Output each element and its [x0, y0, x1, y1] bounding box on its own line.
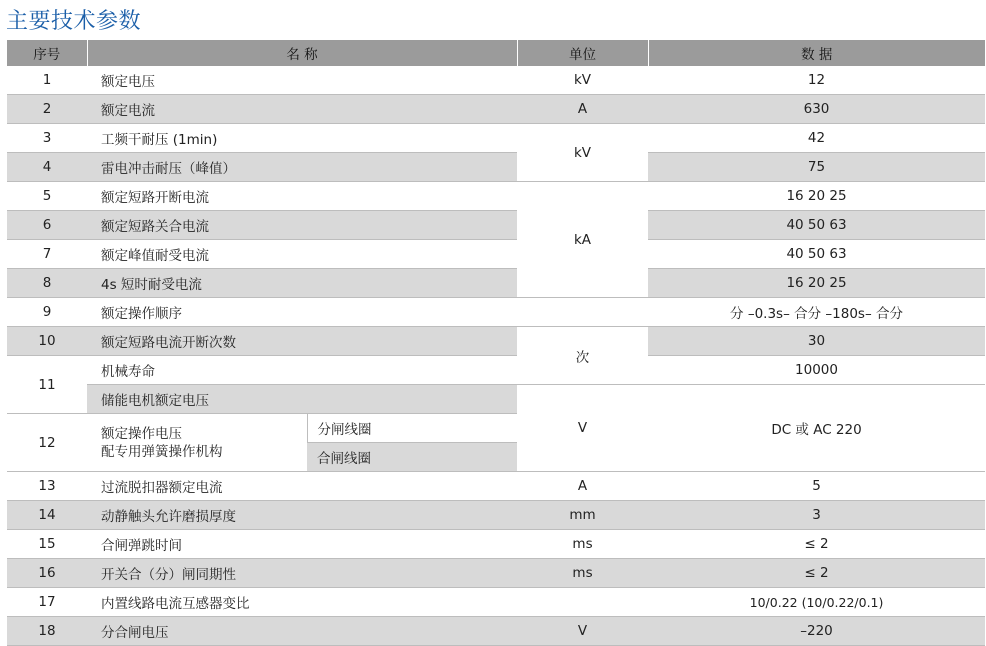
row-value: 10/0.22 (10/0.22/0.1): [648, 588, 985, 617]
row-seq: 10: [7, 327, 87, 356]
row-name: [87, 414, 307, 472]
row-unit: kV: [517, 124, 648, 182]
row-seq: 12: [7, 414, 87, 472]
table-row: [7, 501, 985, 530]
row-unit: kA: [517, 182, 648, 298]
row-name: 额定短路开断电流: [87, 182, 517, 211]
row-name: 额定电压: [87, 66, 517, 95]
row-value: 30: [648, 327, 985, 356]
row-name: 分合闸电压: [87, 617, 517, 646]
header-seq: 序号: [7, 40, 87, 66]
table-row: [7, 269, 985, 298]
row-name: 雷电冲击耐压（峰值）: [87, 153, 517, 182]
header-name: 名 称: [87, 40, 517, 66]
row-value: ≤ 2: [648, 559, 985, 588]
table-row: [7, 472, 985, 501]
row-name: 机械寿命: [87, 356, 517, 385]
row-subname: 分闸线圈: [307, 414, 517, 443]
table-row: [7, 182, 985, 211]
row-unit: ms: [517, 530, 648, 559]
row-name: 工频干耐压 (1min): [87, 124, 517, 153]
table-row: [7, 66, 985, 95]
row-value: 10000: [648, 356, 985, 385]
table-row: [7, 356, 985, 385]
table-row: [7, 530, 985, 559]
row-name: 额定短路电流开断次数: [87, 327, 517, 356]
row-unit: V: [517, 617, 648, 646]
row-value: 3: [648, 501, 985, 530]
table-row: [7, 124, 985, 153]
row-name: 额定操作顺序: [87, 298, 517, 327]
row-unit: [517, 588, 648, 617]
row-unit: A: [517, 472, 648, 501]
row-value: 40 50 63: [648, 240, 985, 269]
row-unit: 次: [517, 327, 648, 385]
row-seq: 14: [7, 501, 87, 530]
row-seq: 9: [7, 298, 87, 327]
row-unit: [517, 298, 648, 327]
row-name: 内置线路电流互感器变比: [87, 588, 517, 617]
row-name: 额定电流: [87, 95, 517, 124]
row-seq: 7: [7, 240, 87, 269]
row-value: 75: [648, 153, 985, 182]
row-name-line1: 额定操作电压: [101, 425, 182, 442]
row-value: 40 50 63: [648, 211, 985, 240]
row-value: 16 20 25: [648, 182, 985, 211]
row-name: 过流脱扣器额定电流: [87, 472, 517, 501]
row-value: 12: [648, 66, 985, 95]
parameters-table: [7, 40, 985, 646]
row-value: DC 或 AC 220: [648, 385, 985, 472]
table-row: [7, 617, 985, 646]
row-seq: 6: [7, 211, 87, 240]
table-row: [7, 298, 985, 327]
header-unit: 单位: [517, 40, 648, 66]
row-name: 4s 短时耐受电流: [87, 269, 517, 298]
table-row: [7, 211, 985, 240]
table-row: [7, 240, 985, 269]
row-seq: 18: [7, 617, 87, 646]
row-value: 16 20 25: [648, 269, 985, 298]
row-seq: 15: [7, 530, 87, 559]
row-name: 动静触头允许磨损厚度: [87, 501, 517, 530]
row-seq: 5: [7, 182, 87, 211]
row-value: 分 –0.3s– 合分 –180s– 合分: [648, 298, 985, 327]
row-unit: ms: [517, 559, 648, 588]
row-value: –220: [648, 617, 985, 646]
table-row: [7, 588, 985, 617]
row-seq: 3: [7, 124, 87, 153]
row-unit: kV: [517, 66, 648, 95]
row-value: ≤ 2: [648, 530, 985, 559]
row-seq: 4: [7, 153, 87, 182]
header-data: 数 据: [648, 40, 985, 66]
row-value: 42: [648, 124, 985, 153]
row-name-line2: 配专用弹簧操作机构: [101, 443, 223, 460]
page-title: 主要技术参数: [6, 9, 142, 34]
row-seq: 2: [7, 95, 87, 124]
table-row: [7, 153, 985, 182]
table-header-row: [7, 40, 985, 66]
row-seq: 13: [7, 472, 87, 501]
row-name: 额定短路关合电流: [87, 211, 517, 240]
table-row: [7, 385, 985, 414]
row-unit: mm: [517, 501, 648, 530]
row-seq: 16: [7, 559, 87, 588]
row-seq: 8: [7, 269, 87, 298]
row-name: 合闸弹跳时间: [87, 530, 517, 559]
row-unit: V: [517, 385, 648, 472]
row-subname: 合闸线圈: [307, 443, 517, 472]
row-name: 储能电机额定电压: [87, 385, 517, 414]
table-row: [7, 95, 985, 124]
row-value: 5: [648, 472, 985, 501]
row-value: 630: [648, 95, 985, 124]
row-seq: 1: [7, 66, 87, 95]
row-unit: A: [517, 95, 648, 124]
table-row: [7, 327, 985, 356]
row-seq: 11: [7, 356, 87, 414]
row-seq: 17: [7, 588, 87, 617]
row-name: 开关合（分）闸同期性: [87, 559, 517, 588]
row-name: 额定峰值耐受电流: [87, 240, 517, 269]
table-row: [7, 559, 985, 588]
